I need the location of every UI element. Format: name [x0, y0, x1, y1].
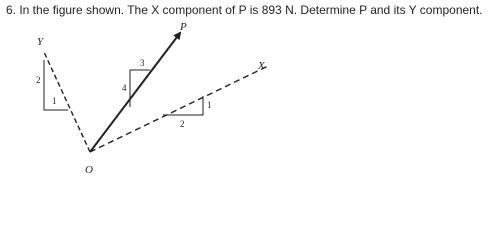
force-p-label: P: [180, 21, 187, 33]
force-p-arrow: [90, 33, 180, 152]
y-axis-line: [44, 52, 90, 152]
x-axis-label: X: [258, 60, 265, 72]
p-slope-run-label: 3: [140, 58, 145, 68]
problem-statement: 6. In the figure shown. The X component of P is 893 N. Determine P and its Y component.: [6, 3, 483, 17]
y-slope-run-label: 1: [52, 96, 57, 106]
x-slope-rise-label: 1: [207, 100, 212, 110]
p-slope-rise-label: 4: [122, 83, 127, 93]
y-axis-label: Y: [37, 36, 44, 48]
x-axis-line: [90, 66, 268, 152]
y-slope-rise-label: 2: [36, 75, 41, 85]
x-slope-triangle: [163, 96, 203, 115]
origin-label: O: [85, 164, 93, 176]
x-slope-run-label: 2: [180, 119, 185, 129]
